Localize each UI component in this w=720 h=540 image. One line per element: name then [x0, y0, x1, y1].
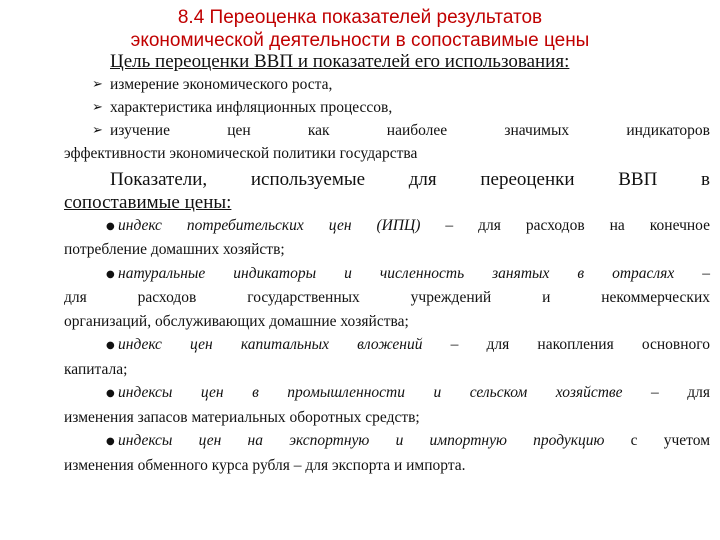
document-body	[64, 50, 710, 477]
indicator-continuation: для расходов государственных учреждений и некоммерческих	[64, 289, 710, 306]
indicator-continuation: изменения обменного курса рубля – для экспорта и импорта.	[64, 456, 466, 474]
bullet-icon: ●	[106, 436, 115, 447]
goal-item-2	[64, 96, 710, 119]
indicator-purpose: с учетом	[604, 432, 711, 449]
indicator-item-5	[64, 429, 710, 477]
indicator-continuation: изменения запасов материальных оборотных средств;	[64, 408, 420, 426]
indicator-first-line	[64, 381, 710, 406]
indicator-name: индексы цен на экспортную и импортную продукцию	[118, 432, 605, 449]
indicator-item-2	[64, 262, 710, 334]
goal-heading: Цель переоценки ВВП и показателей его использования:	[110, 51, 570, 72]
indicator-continuation: капитала;	[64, 360, 128, 378]
goal-item-3	[64, 119, 710, 142]
indicator-continuation: потребление домашних хозяйств;	[64, 241, 285, 258]
goal-item-text: характеристика инфляционных процессов,	[110, 99, 393, 116]
indicator-first-line	[64, 429, 710, 454]
goal-item-text: изучение цен как наиболее значимых индикаторов	[110, 122, 710, 139]
goal-continuation: эффективности экономической политики государства	[64, 145, 418, 162]
arrow-bullet-icon: ➢	[92, 77, 103, 92]
indicator-item-1	[64, 214, 710, 262]
indicator-purpose: –	[674, 264, 710, 282]
indicator-first-line	[64, 333, 710, 358]
title-line-1: 8.4 Переоценка показателей результатов	[177, 7, 543, 28]
indicator-first-line	[64, 214, 710, 239]
arrow-bullet-icon: ➢	[92, 100, 103, 115]
indicator-continuation: организаций, обслуживающих домашние хозяйства;	[64, 312, 409, 330]
indicator-purpose: – для расходов на конечное	[420, 216, 711, 234]
indicator-purpose: – для накопления основного	[422, 336, 710, 353]
indicator-item-4	[64, 381, 710, 429]
goal-item-1	[64, 73, 710, 96]
bullet-icon: ●	[106, 388, 115, 399]
indicator-item-3	[64, 333, 710, 381]
arrow-bullet-icon: ➢	[92, 123, 103, 138]
indicator-name: индексы цен в промышленности и сельском хозяйстве	[118, 384, 623, 401]
bullet-icon: ●	[106, 220, 115, 232]
slide-title	[0, 6, 720, 52]
indicators-heading-line-2: сопоставимые цены:	[64, 191, 232, 213]
bullet-icon: ●	[106, 340, 115, 351]
bullet-icon: ●	[106, 268, 115, 280]
indicator-first-line	[64, 262, 710, 287]
indicator-purpose: – для	[622, 384, 710, 401]
indicator-name: индекс потребительских цен (ИПЦ)	[118, 216, 421, 234]
indicator-name: натуральные индикаторы и численность занятых в отраслях	[118, 264, 675, 282]
indicators-heading-line-1: Показатели, используемые для переоценки ВВП в	[110, 168, 710, 190]
indicator-name: индекс цен капитальных вложений	[118, 336, 423, 353]
goal-item-text: измерение экономического роста,	[110, 76, 333, 93]
title-line-2: экономической деятельности в сопоставимые цены	[130, 30, 590, 51]
